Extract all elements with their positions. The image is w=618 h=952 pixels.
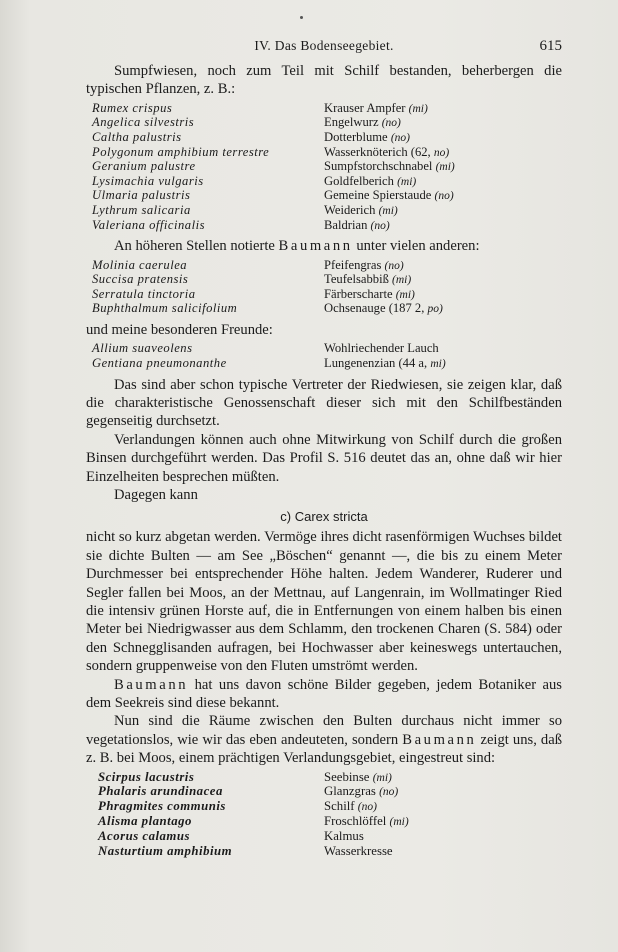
plant-row [86, 830, 562, 845]
latin-name: Serratula tinctoria [92, 286, 196, 301]
plant-row [86, 116, 562, 131]
chapter-title: IV. Das Bodenseegebiet. [254, 38, 394, 53]
german-name: Krauser Ampfer (mi) [324, 100, 428, 115]
latin-name: Succisa pratensis [92, 272, 189, 287]
plant-row [86, 771, 562, 786]
plant-list-2 [86, 259, 562, 317]
german-name: Froschlöffel (mi) [324, 814, 409, 829]
german-name: Baldrian (no) [324, 217, 390, 232]
plant-row [86, 189, 562, 204]
plant-row [86, 102, 562, 117]
frequency-tag: (no) [379, 786, 399, 799]
latin-name: Alisma plantago [98, 814, 192, 829]
frequency-tag: (no) [357, 801, 377, 814]
paragraph-6: Dagegen kann [114, 486, 198, 503]
plant-row [86, 259, 562, 274]
plant-list-4 [86, 771, 562, 860]
running-header [86, 38, 562, 62]
latin-name: Phalaris arundinacea [98, 784, 223, 799]
plant-row [86, 342, 562, 357]
german-name: Wohlriechender Lauch [324, 341, 439, 356]
plant-row [86, 131, 562, 146]
author-name: Baumann [114, 676, 189, 693]
german-name: Engelwurz (no) [324, 115, 401, 130]
latin-name: Gentiana pneumonanthe [92, 355, 227, 370]
german-name: Seebinse (mi) [324, 769, 392, 784]
paragraph-3: und meine besonderen Freunde: [86, 321, 273, 338]
latin-name: Ulmaria palustris [92, 188, 191, 203]
german-name: Wasserkresse [324, 843, 393, 858]
german-name: Sumpfstorchschnabel (mi) [324, 159, 455, 174]
plant-row [86, 302, 562, 317]
paragraph-8: Baumann hat uns davon schöne Bilder gegeben, jedem Botaniker aus dem Seekreis sind diese bekannt. [86, 676, 562, 712]
latin-name: Phragmites communis [98, 799, 226, 814]
plant-row [86, 815, 562, 830]
latin-name: Rumex crispus [92, 100, 173, 115]
german-name: Dotterblume (no) [324, 130, 410, 144]
section-heading: c) Carex stricta [280, 509, 368, 525]
latin-name: Acorus calamus [98, 828, 190, 843]
german-name: Färberscharte (mi) [324, 286, 415, 301]
plant-row [86, 800, 562, 815]
german-name: Teufelsabbiß (mi) [324, 272, 412, 287]
plant-list-1 [86, 102, 562, 233]
frequency-tag: (mi) [397, 175, 417, 188]
german-name: Ochsenauge (187 2, po) [324, 301, 443, 316]
latin-name: Angelica silvestris [92, 115, 195, 130]
latin-name: Caltha palustris [92, 130, 182, 144]
german-name: Kalmus [324, 828, 364, 843]
german-name: Pfeifengras (no) [324, 257, 404, 272]
german-name: Schilf (no) [324, 799, 377, 814]
latin-name: Lythrum salicaria [92, 202, 191, 217]
plant-row [86, 288, 562, 303]
frequency-tag: (mi) [408, 102, 428, 115]
frequency-tag: (no) [434, 190, 454, 203]
plant-row [86, 175, 562, 190]
latin-name: Scirpus lacustris [98, 769, 195, 784]
german-name: Lungenenzian (44 a, mi) [324, 355, 446, 370]
german-name: Goldfelberich (mi) [324, 173, 417, 188]
frequency-tag: (no) [390, 132, 410, 144]
plant-row [86, 845, 562, 860]
plant-row [86, 785, 562, 800]
plant-row [86, 204, 562, 219]
plant-row [86, 357, 562, 372]
frequency-tag: po) [427, 303, 443, 316]
german-name: Weiderich (mi) [324, 202, 398, 217]
german-name: Gemeine Spierstaude (no) [324, 188, 454, 203]
paragraph-7: nicht so kurz abgetan werden. Vermöge ihres dicht rasenförmigen Wuchses bildet sie dichte Bulten — am See „Böschen“ genannt —, die bis zu einem Meter Durchmesser bei entsprechender Höhe halten. Jedem Wanderer, Ruderer und Segler fallen bei Moos, an der Mettnau, auf Langenrain, im Wollmatinger Ried die intensiv grünen Horste auf, die in Entfernungen von einem halben bis einen Meter bei Niedrigwasser aus dem Schlamm, den trockenen Charen (S. 584) oder den Schnegglisanden aufragen, bei Hochwasser aber keineswegs untertauchen, sondern gruppenweise von den Fluten umströmt werden. [86, 529, 562, 675]
paragraph-5: Verlandungen können auch ohne Mitwirkung von Schilf durch die großen Binsen durchgeführt werden. Das Profil S. 516 deutet das an, ohne daß wir hier Einzelheiten besprechen müßten. [86, 431, 562, 485]
latin-name: Nasturtium amphibium [98, 843, 233, 858]
frequency-tag: (no) [370, 219, 390, 232]
frequency-tag: (mi) [378, 204, 398, 217]
plant-list-3 [86, 342, 562, 371]
print-mark [300, 16, 303, 19]
latin-name: Geranium palustre [92, 159, 196, 174]
page-number: 615 [539, 38, 562, 54]
plant-row [86, 273, 562, 288]
latin-name: Allium suaveolens [92, 341, 193, 356]
frequency-tag: (mi) [372, 771, 392, 784]
paragraph-1: Sumpfwiesen, noch zum Teil mit Schilf bestanden, beherbergen die typischen Pflanzen, z. B.: [86, 63, 562, 98]
paragraph-9: Nun sind die Räume zwischen den Bulten durchaus nicht immer so vegetationslos, wie wir das eben andeuteten, sondern Baumann zeigt uns, daß z. B. bei Moos, einem prächtigen Verlandungsgebiet, eingestreut sind: [86, 713, 562, 767]
frequency-tag: (no) [381, 117, 401, 130]
paragraph-4: Das sind aber schon typische Vertreter der Riedwiesen, sie zeigen klar, daß die charakteristische Genossenschaft dieser sich mit den Schilfbeständen gegenseitig durchsetzt. [86, 376, 562, 430]
german-name: Wasserknöterich (62, no) [324, 144, 450, 159]
plant-row [86, 146, 562, 161]
frequency-tag: (no) [384, 259, 404, 272]
frequency-tag: (mi) [395, 288, 415, 301]
latin-name: Buphthalmum salicifolium [92, 301, 238, 316]
latin-name: Polygonum amphibium terrestre [92, 144, 270, 159]
frequency-tag: (mi) [435, 161, 455, 174]
author-name: Baumann [402, 731, 477, 748]
german-name: Glanzgras (no) [324, 784, 399, 799]
frequency-tag: mi) [430, 357, 446, 370]
frequency-tag: no) [433, 146, 450, 159]
latin-name: Valeriana officinalis [92, 217, 205, 232]
plant-row [86, 160, 562, 175]
frequency-tag: (mi) [392, 274, 412, 287]
latin-name: Molinia caerulea [92, 257, 188, 272]
plant-row [86, 219, 562, 234]
latin-name: Lysimachia vulgaris [92, 173, 204, 188]
paragraph-2: An höheren Stellen notierte Baumann unter vielen anderen: [114, 238, 480, 255]
frequency-tag: (mi) [389, 816, 409, 829]
author-name: Baumann [278, 238, 353, 255]
